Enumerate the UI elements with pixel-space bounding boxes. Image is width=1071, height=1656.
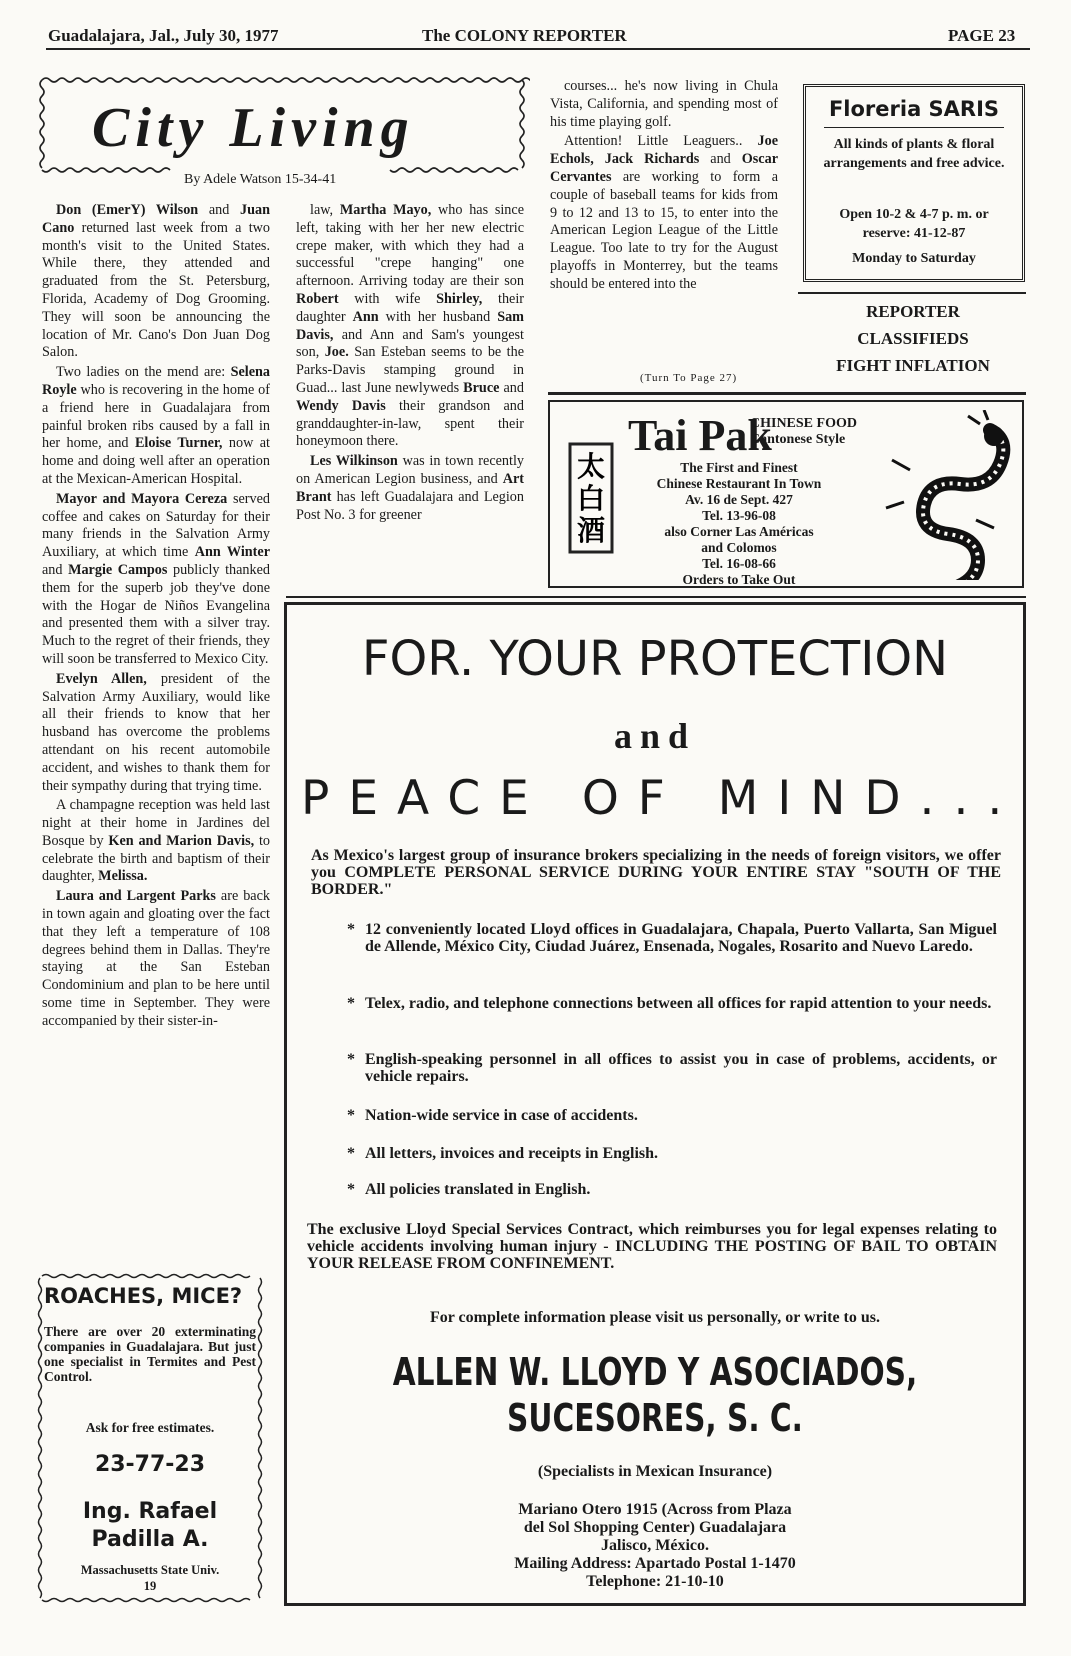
name-highlight: Laura and Largent Parks: [56, 888, 216, 905]
paragraph-text: who has since left, taking with her her new electric crepe maker, with which they had a successful "crepe hanging" one afternoon. Arriving today are their son: [296, 202, 524, 290]
paragraph-text: and: [699, 151, 742, 168]
turn-to-page: (Turn To Page 27): [640, 372, 738, 384]
paragraph-text: and: [42, 561, 69, 578]
roaches-ask: Ask for free estimates.: [85, 1420, 215, 1435]
paragraph: [296, 202, 524, 451]
paragraph: [296, 453, 524, 524]
paragraph: [42, 671, 270, 796]
lloyd-top-rule: [286, 596, 1026, 598]
bullet-star-icon: *: [347, 1051, 355, 1068]
lloyd-bullet-1: [347, 921, 997, 955]
paragraph-text: courses... he's now living in Chula Vista, California, and spending most of his time playing golf.: [550, 78, 778, 130]
paragraph: [42, 364, 270, 489]
lloyd-ad: [284, 602, 1026, 1606]
roaches-body: There are over 20 exterminating companies in Guadalajara. But just one specialist in Termites and Pest Control.: [44, 1324, 256, 1384]
taipak-kind: [750, 416, 857, 448]
paragraph-text: was in town recently on American Legion business, and: [296, 453, 524, 487]
paragraph-text: their daughter: [296, 290, 524, 325]
taipak-line-6: and Colomos: [701, 540, 777, 555]
paragraph-text: president of the Salvation Army Auxiliary, would like all their friends to know that her husband has overcome the problems attendant on his recent automobile accident, and wishes to thank them for their sympathy during that trying time.: [42, 670, 270, 794]
lloyd-address: [287, 1501, 1023, 1591]
bullet-star-icon: *: [347, 921, 355, 938]
paragraph: [550, 133, 778, 293]
roaches-ad: [36, 1272, 264, 1604]
name-highlight: Wendy Davis: [296, 397, 386, 414]
taipak-top-rule: [548, 392, 1026, 395]
name-highlight: Ann Winter: [194, 544, 270, 561]
floreria-services: All kinds of plants & floral arrangements and free advice.: [823, 137, 1005, 171]
taipak-line-1: The First and Finest: [680, 460, 798, 475]
paragraph-text: with her husband: [378, 308, 498, 325]
svg-text:白: 白: [576, 482, 606, 515]
taipak-kind-2: Cantonese Style: [750, 432, 846, 447]
page-number: PAGE 23: [948, 26, 1016, 45]
taipak-name: Tai Pak: [628, 411, 772, 460]
dragon-icon: [880, 410, 1020, 580]
classifieds-line-1: REPORTER: [866, 302, 960, 321]
classifieds-notice: [800, 298, 1026, 379]
name-highlight: Oscar Cervantes: [550, 151, 778, 185]
lloyd-company-1: ALLEN W. LLOYD Y ASOCIADOS,: [392, 1350, 918, 1394]
lloyd-mailing: Mailing Address: Apartado Postal 1-1470: [514, 1555, 796, 1572]
classifieds-line-3: FIGHT INFLATION: [836, 356, 990, 375]
lloyd-headline-2: and: [613, 716, 697, 756]
header-rule: [46, 48, 1030, 50]
lloyd-company-2: SUCESORES, S. C.: [507, 1396, 803, 1440]
floreria-name: Floreria SARIS: [828, 97, 1000, 121]
roaches-school-block: [36, 1562, 264, 1594]
paragraph: [42, 797, 270, 886]
column-text-2: [296, 202, 524, 526]
name-highlight: Robert: [296, 290, 339, 307]
bullet-star-icon: *: [347, 1107, 355, 1124]
bullet-text: Telex, radio, and telephone connections between all offices for rapid attention to your needs.: [365, 995, 992, 1012]
paragraph-text: and: [198, 202, 241, 218]
column-text-1: [42, 202, 270, 1033]
svg-text:太: 太: [576, 450, 606, 483]
name-highlight: Ken and Marion Davis,: [108, 832, 255, 849]
paragraph-text: Two ladies on the mend are:: [56, 364, 231, 381]
paragraph: [42, 491, 270, 669]
bullet-text: All policies translated in English.: [365, 1181, 591, 1198]
roaches-num: 19: [143, 1579, 157, 1593]
name-highlight: Art Brant: [296, 470, 524, 505]
bullet-star-icon: *: [347, 995, 355, 1012]
floreria-days: Monday to Saturday: [852, 251, 976, 266]
name-highlight: Mayor and Mayora Cereza: [56, 490, 228, 507]
lloyd-bullet-3: [347, 1051, 997, 1085]
taipak-line-4: Tel. 13-96-08: [702, 508, 776, 523]
name-highlight: Selena Royle: [42, 364, 270, 398]
svg-text:酒: 酒: [576, 514, 606, 547]
bullet-star-icon: *: [347, 1145, 355, 1162]
bullet-text: Nation-wide service in case of accidents.: [365, 1107, 638, 1124]
paragraph-text: and Ann and Sam's youngest son,: [296, 326, 524, 361]
paragraph-text: has left Guadalajara and Legion Post No. 3 for greener: [296, 488, 524, 523]
taipak-line-3: Av. 16 de Sept. 427: [685, 492, 793, 507]
paragraph: [550, 78, 778, 131]
name-highlight: Ann: [352, 308, 379, 325]
name-highlight: Shirley,: [436, 290, 483, 307]
newspaper-name: The COLONY REPORTER: [422, 26, 627, 45]
paragraph-text: served coffee and cakes on Saturday for their many friends in the Salvation Army Auxiliary, at which time: [42, 490, 271, 561]
roaches-school: Massachusetts State Univ.: [80, 1563, 220, 1577]
paragraph-text: publicly thanked them for the superb job they've done with the Hogar de Niños Evangelina and presented them with a silver tray. Much to the regret of their friends, they will soon be transferred to Mexico City.: [42, 561, 270, 667]
floreria-hours: Open 10-2 & 4-7 p. m. or reserve: 41-12-87: [839, 207, 989, 241]
paragraph-text: law,: [310, 202, 340, 218]
name-highlight: Don (EmerY) Wilson: [56, 202, 199, 218]
lloyd-telephone: Telephone: 21-10-10: [586, 1573, 724, 1590]
taipak-ad: [548, 400, 1024, 588]
floreria-divider: [824, 127, 1004, 128]
classifieds-line-2: CLASSIFIEDS: [857, 329, 969, 348]
taipak-line-5: also Corner Las Américas: [664, 524, 814, 539]
paragraph-text: with wife: [338, 290, 437, 307]
name-highlight: Eloise Turner,: [134, 435, 223, 452]
bullet-text: English-speaking personnel in all offices to assist you in case of problems, accidents, or vehicle repairs.: [365, 1051, 997, 1085]
paragraph-text: are back in town again and gloating over the fact that they left a temperature of 108 degrees behind them in Dallas. They're staying at the San Esteban Condominium and plan to be here until some time in September. They were accompanied by their sister-in-: [42, 888, 270, 1029]
name-highlight: Les Wilkinson: [310, 453, 398, 470]
lloyd-address-3: Jalisco, México.: [601, 1537, 709, 1554]
roaches-name-2: Padilla A.: [91, 1527, 209, 1552]
paragraph-text: now at home and doing well after an operation at the Mexican-American Hospital.: [42, 435, 270, 487]
paragraph: [42, 202, 270, 362]
paragraph-text: their grandson and granddaughter-in-law, spent their honeymoon there.: [296, 397, 524, 450]
roaches-title: ROACHES, MICE?: [44, 1284, 243, 1308]
lloyd-headline-1: FOR. YOUR PROTECTION: [361, 631, 949, 687]
name-highlight: Sam Davis,: [296, 308, 524, 343]
floreria-ad: [803, 84, 1025, 282]
paragraph-text: San Esteban seems to be the Parks-Davis stamping ground in Guad... last June newlyweds: [296, 344, 524, 396]
name-highlight: Juan Cano: [42, 202, 270, 236]
bullet-text: All letters, invoices and receipts in English.: [365, 1145, 659, 1162]
lloyd-info: For complete information please visit us personally, or write to us.: [429, 1309, 881, 1326]
paragraph-text: who is recovering in the home of a friend here in Guadalajara from painful broken ribs caused by a fall in her home, and: [42, 381, 270, 452]
lloyd-company: [368, 1349, 942, 1441]
paragraph-text: returned last week from a two month's visit to the United States. While there, they attended and graduated from the St. Petersburg, Florida, Academy of Dog Grooming. They will soon be announcing the location of Mr. Cano's Don Juan Dog Salon.: [42, 219, 270, 361]
roaches-person: [36, 1498, 264, 1554]
dateline: Guadalajara, Jal., July 30, 1977: [48, 26, 279, 45]
name-highlight: Joe Echols, Jack Richards: [550, 133, 778, 168]
roaches-name-1: Ing. Rafael: [82, 1499, 218, 1524]
name-highlight: Evelyn Allen,: [56, 670, 147, 687]
taipak-line-8: Orders to Take Out: [682, 572, 796, 587]
taipak-line-2: Chinese Restaurant In Town: [656, 476, 822, 491]
roaches-phone: 23-77-23: [94, 1452, 206, 1477]
lloyd-bullet-5: [347, 1145, 997, 1162]
lloyd-address-1: Mariano Otero 1915 (Across from Plaza: [518, 1501, 792, 1518]
column-title: City Living: [92, 97, 415, 159]
paragraph-text: A champagne reception was held last night at their home in Jardines del Bosque by: [42, 797, 270, 849]
lloyd-contract: The exclusive Lloyd Special Services Contract, which reimburses you for legal expenses relating to vehicle accidents involving human injury - INCLUDING THE POSTING OF BAIL TO OBTAIN YOUR RELEASE FROM CONFINEMENT.: [307, 1221, 997, 1272]
name-highlight: Bruce: [463, 379, 500, 396]
name-highlight: Melissa.: [98, 868, 148, 885]
paragraph-text: Attention! Little Leaguers..: [564, 133, 758, 150]
bullet-star-icon: *: [347, 1181, 355, 1198]
lloyd-bullet-6: [347, 1181, 997, 1198]
roaches-border: [36, 1272, 264, 1604]
paragraph: [42, 888, 270, 1030]
column-text-3: [550, 78, 778, 296]
lloyd-bullet-2: [347, 995, 997, 1012]
chinese-characters-icon: [566, 440, 616, 556]
floreria-rule: [798, 292, 1026, 294]
bullet-text: 12 conveniently located Lloyd offices in Guadalajara, Chapala, Puerto Vallarta, San Miguel de Allende, México City, Ciudad Juárez, Ensenada, Nogales, Rosarito and Nuevo Laredo.: [365, 921, 997, 955]
paragraph-text: are working to form a couple of baseball teams for kids from 9 to 12 and 13 to 15, to enter into the American Legion League of the Little League. Too late to try for the August playoffs in Monterrey, but the teams should be entered into the: [550, 168, 778, 292]
paragraph-text: to celebrate the birth and baptism of their daughter,: [42, 832, 271, 885]
name-highlight: Martha Mayo,: [339, 202, 432, 218]
lloyd-address-2: del Sol Shopping Center) Guadalajara: [523, 1519, 787, 1536]
lloyd-bullet-4: [347, 1107, 997, 1124]
name-highlight: Margie Campos: [68, 561, 168, 578]
taipak-kind-1: CHINESE FOOD: [750, 416, 857, 431]
taipak-details: [614, 460, 864, 588]
paragraph-text: and: [499, 379, 524, 396]
column-byline: By Adele Watson 15-34-41: [184, 172, 337, 187]
lloyd-specialists: (Specialists in Mexican Insurance): [537, 1463, 773, 1480]
lloyd-intro: As Mexico's largest group of insurance brokers specializing in the needs of foreign visitors, we offer you COMPLETE PERSONAL SERVICE DURING YOUR ENTIRE STAY "SOUTH OF THE BORDER.": [311, 847, 1001, 898]
taipak-line-7: Tel. 16-08-66: [702, 556, 776, 571]
lloyd-headline-3: PEACE OF MIND...: [301, 771, 1022, 826]
name-highlight: Joe.: [324, 344, 349, 361]
